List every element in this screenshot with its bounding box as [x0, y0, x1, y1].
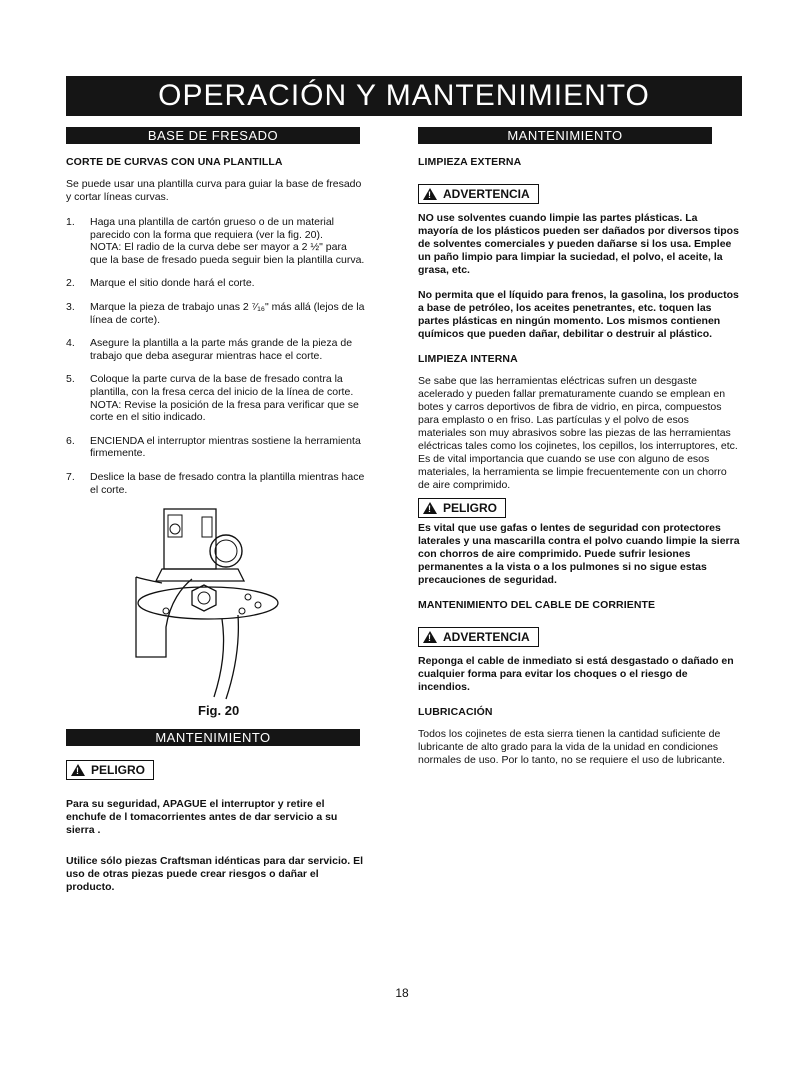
step-item [66, 277, 366, 290]
warning-badge [418, 184, 539, 204]
warning-label: ADVERTENCIA [443, 630, 530, 644]
step-text: Deslice la base de fresado contra la plantilla mientras hace el corte. [90, 470, 365, 496]
warning-text: Es vital que use gafas o lentes de seguridad con protectores laterales y una mascarilla contra el polvo cuando limpie la sierra con chorros de aire comprimido. Puede sufrir lesiones permanentes a la vista o a los pulmones si no sigue estas precauciones de seguridad. [418, 522, 740, 586]
warning-text: NO use solventes cuando limpie las partes plásticas. La mayoría de los plásticos pueden ser dañados por diversos tipos de solventes comerciales y pueden dañarse si los usa. Emplee un paño limpio para limpiar la suciedad, el polvo, el aceite, la grasa, etc. [418, 212, 739, 276]
step-number: 5. [66, 373, 75, 386]
figure-label: Fig. 20 [198, 703, 240, 719]
warning-text: Reponga el cable de inmediato si está desgastado o dañado en cualquier forma para evitar los choques o el riesgo de incendios. [418, 655, 734, 693]
step-text: Asegure la plantilla a la parte más grande de la pieza de trabajo que deba asegurar mientras hace el corte. [90, 337, 353, 362]
step-item [66, 435, 366, 460]
danger-label: PELIGRO [443, 501, 498, 515]
step-item [66, 373, 366, 423]
warning-triangle-icon [423, 631, 437, 643]
section-bar-base-fresado [66, 127, 360, 144]
warning-triangle-icon [71, 764, 85, 776]
router-template-illustration [122, 507, 292, 707]
step-number: 6. [66, 434, 75, 447]
warning-text: Para su seguridad, APAGUE el interruptor y retire el enchufe de l tomacorrientes antes de dar servicio a su sierra . [66, 798, 338, 837]
heading-limpieza-interna: LIMPIEZA INTERNA [418, 353, 518, 365]
warning-triangle-icon [423, 502, 437, 514]
section-bar-mantenimiento-left [66, 729, 360, 746]
step-number: 3. [66, 300, 75, 313]
warning-text: Utilice sólo piezas Craftsman idénticas para dar servicio. El uso de otras piezas puede crear riesgos o dañar el producto. [66, 855, 364, 894]
step-text: Marque la pieza de trabajo unas 2 ⁷⁄₁₆" más allá (lejos de la línea de corte). [90, 300, 365, 326]
left-column [66, 127, 366, 906]
figure-20 [66, 507, 366, 729]
lubricacion-paragraph: Todos los cojinetes de esta sierra tienen la cantidad suficiente de lubricante de alto grado para la vida de la unidad en condiciones normales de uso. Por lo tanto, no se requiere el uso de lubricante. [418, 728, 726, 766]
page-title: OPERACIÓN Y MANTENIMIENTO [158, 79, 650, 112]
step-number: 2. [66, 277, 75, 290]
step-item [66, 471, 366, 496]
step-item [66, 337, 366, 362]
warning-text: No permita que el líquido para frenos, la gasolina, los productos a base de petróleo, los aceites penetrantes, etc. toquen las partes plásticas en ningún momento. Los mismos contienen químicos que pueden dañar, debilitar o destruir al plástico. [418, 289, 739, 340]
section-title: MANTENIMIENTO [155, 730, 271, 746]
step-text: Coloque la parte curva de la base de fresado contra la plantilla, con la fresa cerca del inicio de la línea de corte. NOTA: Revise la posición de la fresa para verificar que se corte en el sitio indicado. [90, 373, 359, 424]
warning-label: ADVERTENCIA [443, 187, 530, 201]
heading-lubricacion: LUBRICACIÓN [418, 706, 493, 718]
intro-paragraph: Se puede usar una plantilla curva para guiar la base de fresado y cortar líneas curvas. [66, 178, 362, 203]
page-number: 18 [395, 986, 409, 1000]
section-bar-mantenimiento-right [418, 127, 712, 144]
section-title: BASE DE FRESADO [147, 128, 279, 143]
danger-badge [418, 498, 506, 518]
page-title-banner [66, 76, 742, 116]
steps-list [66, 216, 366, 496]
step-number: 1. [66, 216, 75, 228]
danger-badge [66, 760, 154, 780]
step-item [66, 301, 366, 326]
step-number: 4. [66, 337, 75, 350]
heading-corte-curvas: CORTE DE CURVAS CON UNA PLANTILLA [66, 156, 283, 168]
interna-paragraph: Se sabe que las herramientas eléctricas sufren un desgaste acelerado y pueden fallar prematuramente cuando se emplean en botes y carros deportivos de fibra de vidrio, en pirca, compuestos para emplasto o en friso. Las partículas y el polvo de esos materiales son muy abrasivos sobre las piezas de las herramientas eléctricas tales como los cojinetes, los cepillos, los interruptores, etc. Es de vital importancia que cuando se use con alguno de esos materiales, la herramienta se limpie frecuentemente con un chorro de aire comprimido. [418, 375, 738, 491]
heading-cable: MANTENIMIENTO DEL CABLE DE CORRIENTE [418, 599, 656, 611]
right-column [418, 127, 740, 779]
step-text: Haga una plantilla de cartón grueso o de un material parecido con la forma que requiera (ver la fig. 20). NOTA: El radio de la curva debe ser mayor a 2 ½" para que la base de fresado pueda seguir bien la plantilla curva. [90, 216, 365, 266]
heading-limpieza-externa: LIMPIEZA EXTERNA [418, 156, 522, 168]
danger-label: PELIGRO [91, 763, 146, 778]
warning-triangle-icon [423, 188, 437, 200]
step-number: 7. [66, 470, 75, 483]
step-text: Marque el sitio donde hará el corte. [90, 277, 255, 290]
step-item [66, 216, 366, 266]
section-title: MANTENIMIENTO [507, 128, 623, 143]
step-text: ENCIENDA el interruptor mientras sostiene la herramienta firmemente. [90, 434, 361, 460]
warning-badge [418, 627, 539, 647]
